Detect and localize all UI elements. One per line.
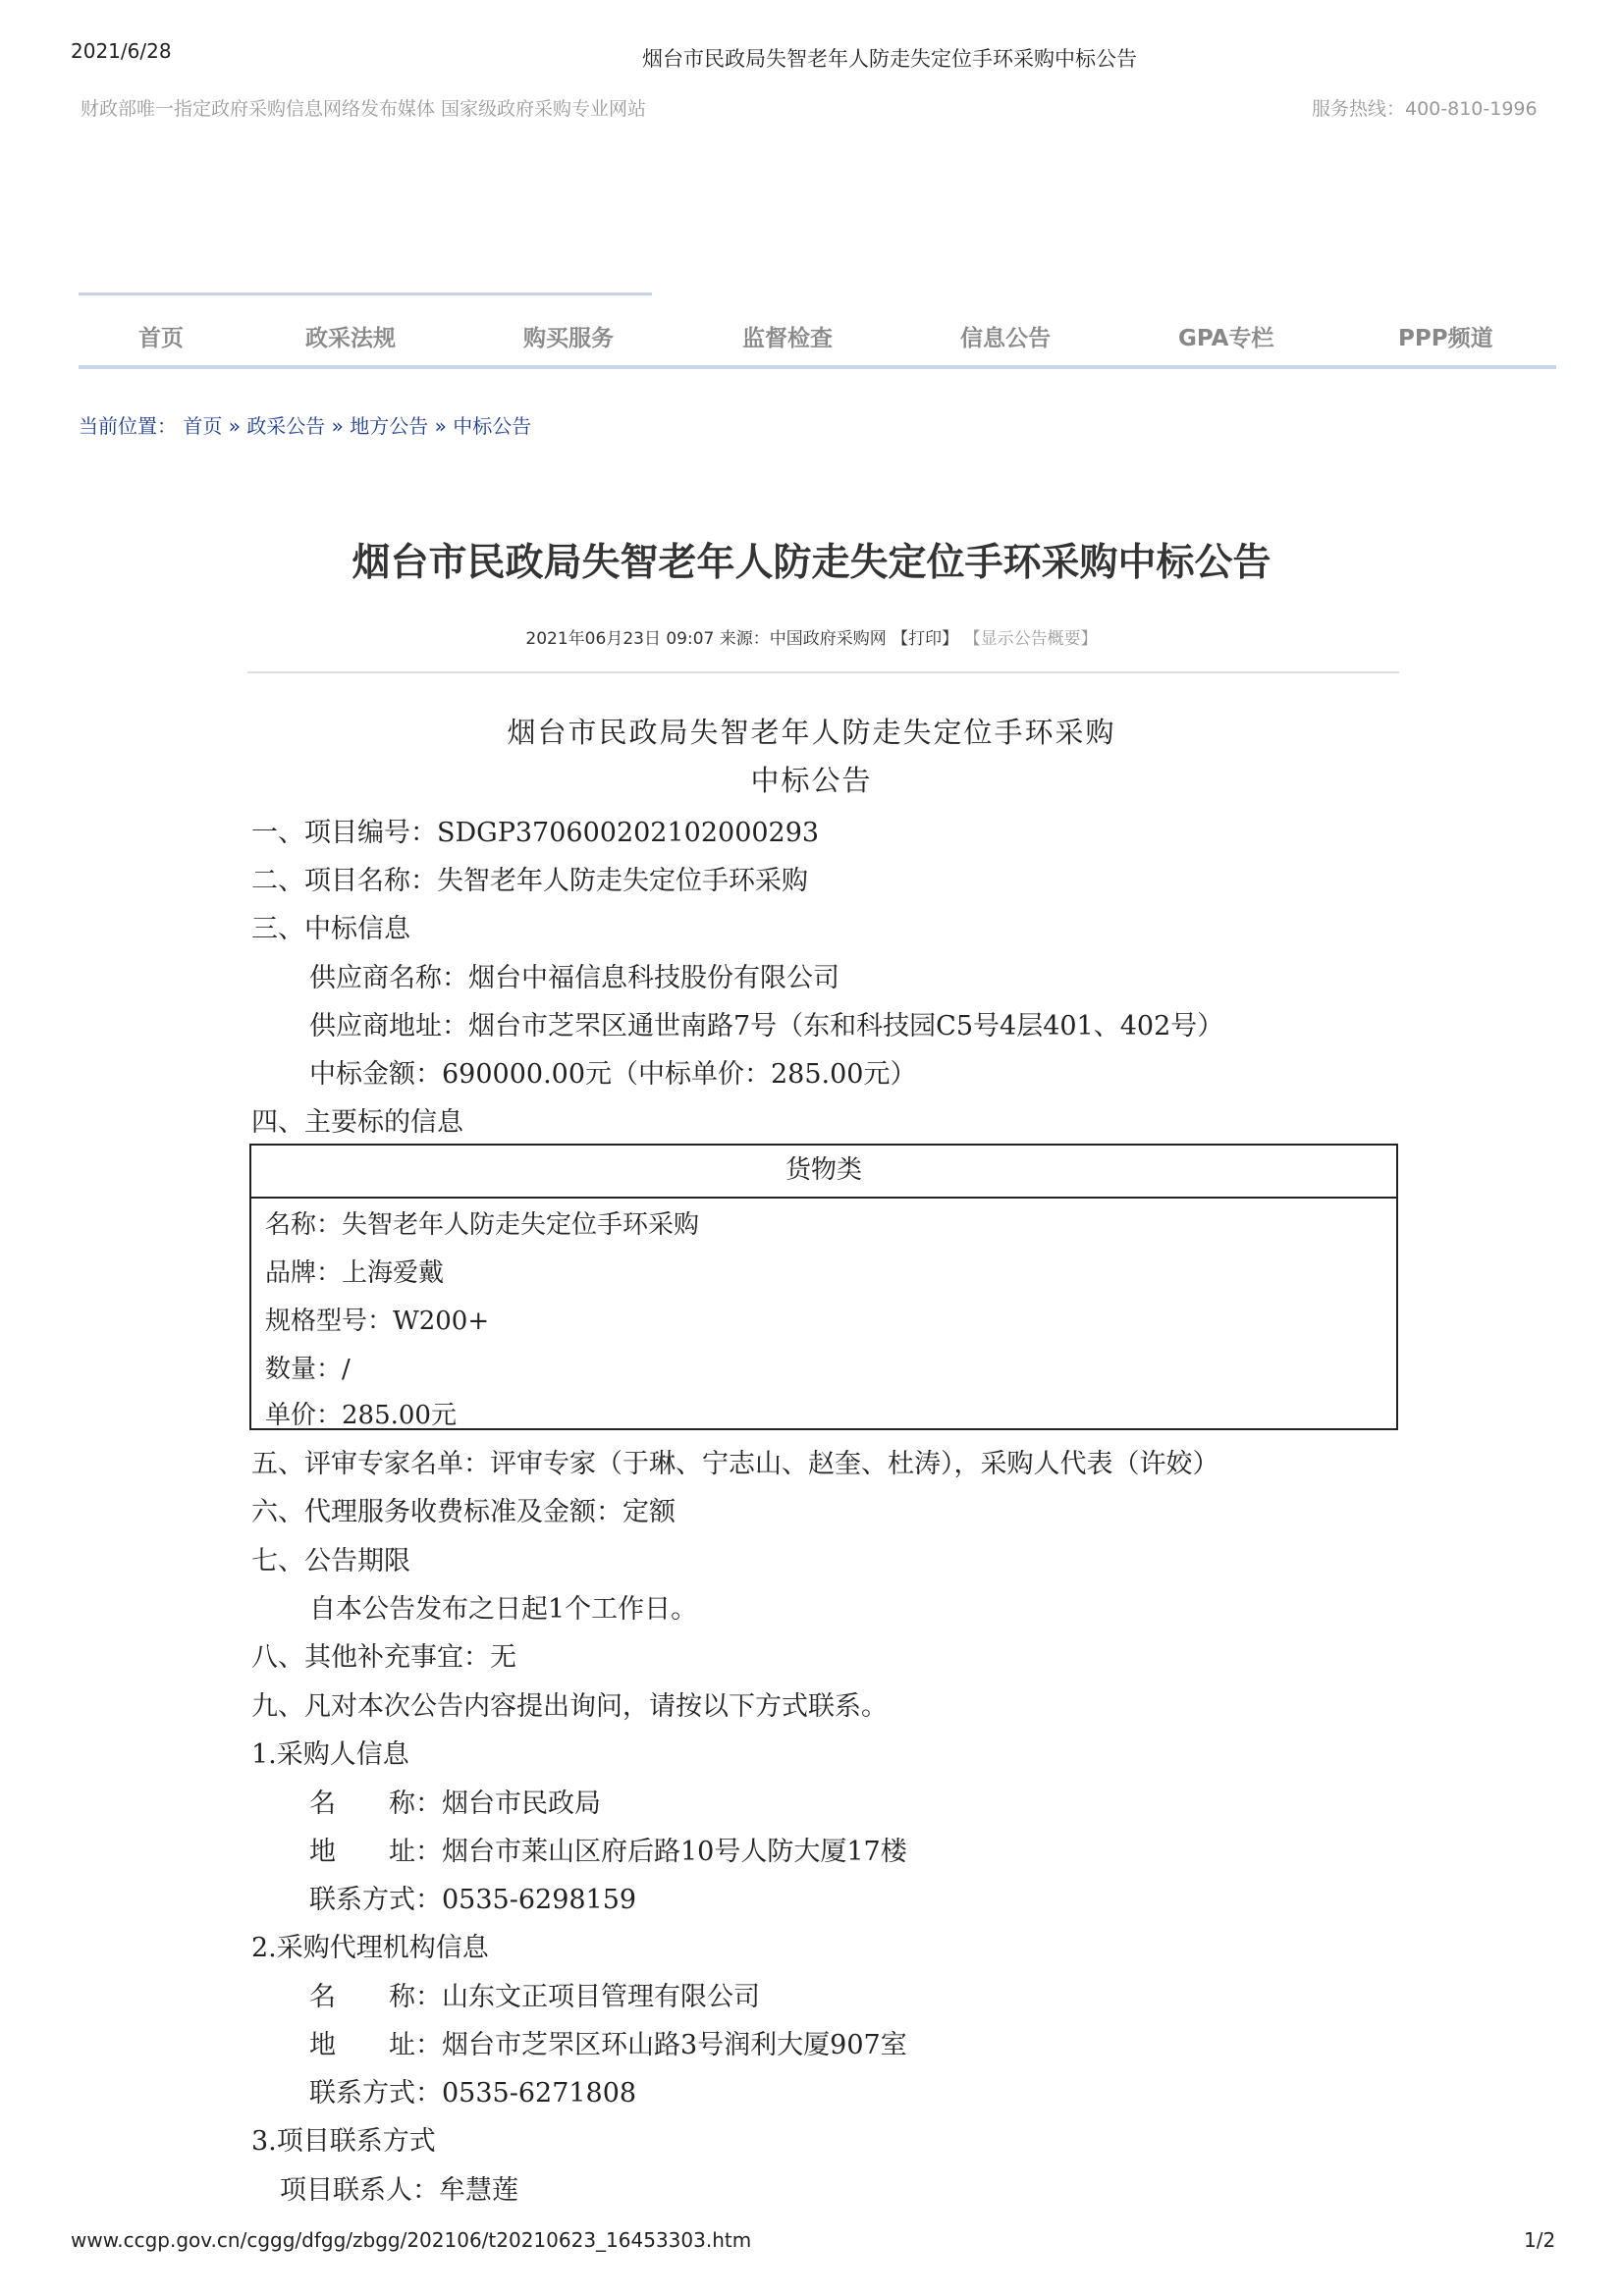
goods-item-brand: 品牌：上海爱戴 xyxy=(265,1258,445,1288)
goods-item-name: 名称：失智老年人防走失定位手环采购 xyxy=(265,1210,700,1240)
nav-item-supervision[interactable]: 监督检查 xyxy=(742,326,833,351)
agency-info-heading: 2.采购代理机构信息 xyxy=(251,1933,489,1963)
show-summary-link[interactable]: 【显示公告概要】 xyxy=(963,629,1098,649)
site-tagline: 财政部唯一指定政府采购信息网络发布媒体 国家级政府采购专业网站 xyxy=(81,98,647,120)
agency-name: 名 称：山东文正项目管理有限公司 xyxy=(309,1982,760,2012)
nav-bottom-divider xyxy=(79,365,1556,369)
breadcrumb-home[interactable]: 首页 » xyxy=(183,414,241,438)
notice-period: 自本公告发布之日起1个工作日。 xyxy=(309,1594,698,1625)
source-label: 来源： xyxy=(719,629,770,649)
nav-item-home[interactable]: 首页 xyxy=(138,326,184,351)
other-matters: 八、其他补充事宜：无 xyxy=(251,1642,516,1673)
service-hotline: 服务热线：400-810-1996 xyxy=(1312,98,1538,120)
supplier-address: 供应商地址：烟台市芝罘区通世南路7号（东和科技园C5号4层401、402号） xyxy=(309,1011,1224,1041)
nav-item-ppp[interactable]: PPP频道 xyxy=(1398,326,1493,351)
breadcrumb-prefix: 当前位置： xyxy=(79,414,177,438)
publish-datetime: 2021年06月23日 09:07 xyxy=(525,629,715,649)
nav-item-announcements[interactable]: 信息公告 xyxy=(960,326,1051,351)
purchaser-name: 名 称：烟台市民政局 xyxy=(309,1789,601,1819)
supplier-name: 供应商名称：烟台中福信息科技股份有限公司 xyxy=(309,963,839,993)
notice-period-heading: 七、公告期限 xyxy=(251,1546,410,1576)
breadcrumb-local[interactable]: 地方公告 » xyxy=(350,414,447,438)
project-name: 二、项目名称：失智老年人防走失定位手环采购 xyxy=(251,866,808,896)
project-number: 一、项目编号：SDGP370600202102000293 xyxy=(251,818,820,848)
title-divider xyxy=(247,671,1399,673)
print-link[interactable]: 【打印】 xyxy=(892,629,959,649)
agency-phone: 联系方式：0535-6271808 xyxy=(309,2078,637,2109)
main-items-heading: 四、主要标的信息 xyxy=(251,1107,463,1138)
page-title: 烟台市民政局失智老年人防走失定位手环采购中标公告 xyxy=(352,541,1271,585)
print-date: 2021/6/28 xyxy=(71,39,172,63)
nav-item-purchase-services[interactable]: 购买服务 xyxy=(523,326,614,351)
breadcrumb-award[interactable]: 中标公告 xyxy=(453,414,532,438)
nav-top-divider xyxy=(79,293,652,295)
doc-title-line1: 烟台市民政局失智老年人防走失定位手环采购 xyxy=(507,716,1116,749)
purchaser-info-heading: 1.采购人信息 xyxy=(251,1739,409,1770)
agency-fee: 六、代理服务收费标准及金额：定额 xyxy=(251,1497,676,1527)
goods-table-header: 货物类 xyxy=(251,1146,1396,1199)
award-info-heading: 三、中标信息 xyxy=(251,914,410,944)
award-amount: 中标金额：690000.00元（中标单价：285.00元） xyxy=(309,1059,917,1090)
expert-list: 五、评审专家名单：评审专家（于琳、宁志山、赵奎、杜涛），采购人代表（许姣） xyxy=(251,1449,1219,1479)
goods-table xyxy=(249,1144,1398,1430)
nav-item-regulations[interactable]: 政采法规 xyxy=(305,326,396,351)
nav-item-gpa[interactable]: GPA专栏 xyxy=(1178,326,1274,351)
goods-item-quantity: 数量：/ xyxy=(265,1355,351,1384)
source-name: 中国政府采购网 xyxy=(769,629,887,649)
agency-address: 地 址：烟台市芝罘区环山路3号润利大厦907室 xyxy=(309,2030,907,2060)
page-url: www.ccgp.gov.cn/cggg/dfgg/zbgg/202106/t20210623_16453303.htm xyxy=(71,2228,752,2252)
purchaser-address: 地 址：烟台市莱山区府后路10号人防大厦17楼 xyxy=(309,1837,907,1867)
contact-instructions: 九、凡对本次公告内容提出询问，请按以下方式联系。 xyxy=(251,1691,888,1722)
page-number: 1/2 xyxy=(1524,2228,1556,2252)
purchaser-phone: 联系方式：0535-6298159 xyxy=(309,1885,637,1915)
print-title: 烟台市民政局失智老年人防走失定位手环采购中标公告 xyxy=(642,47,1137,71)
goods-item-unit-price: 单价：285.00元 xyxy=(265,1401,457,1430)
breadcrumb xyxy=(79,410,531,439)
article-meta xyxy=(0,624,1623,649)
project-contact-person: 项目联系人：牟慧莲 xyxy=(280,2175,518,2206)
goods-item-model: 规格型号：W200+ xyxy=(265,1307,490,1336)
project-contact-heading: 3.项目联系方式 xyxy=(251,2126,436,2157)
doc-title-line2: 中标公告 xyxy=(750,764,873,797)
breadcrumb-gov-procurement[interactable]: 政采公告 » xyxy=(246,414,344,438)
